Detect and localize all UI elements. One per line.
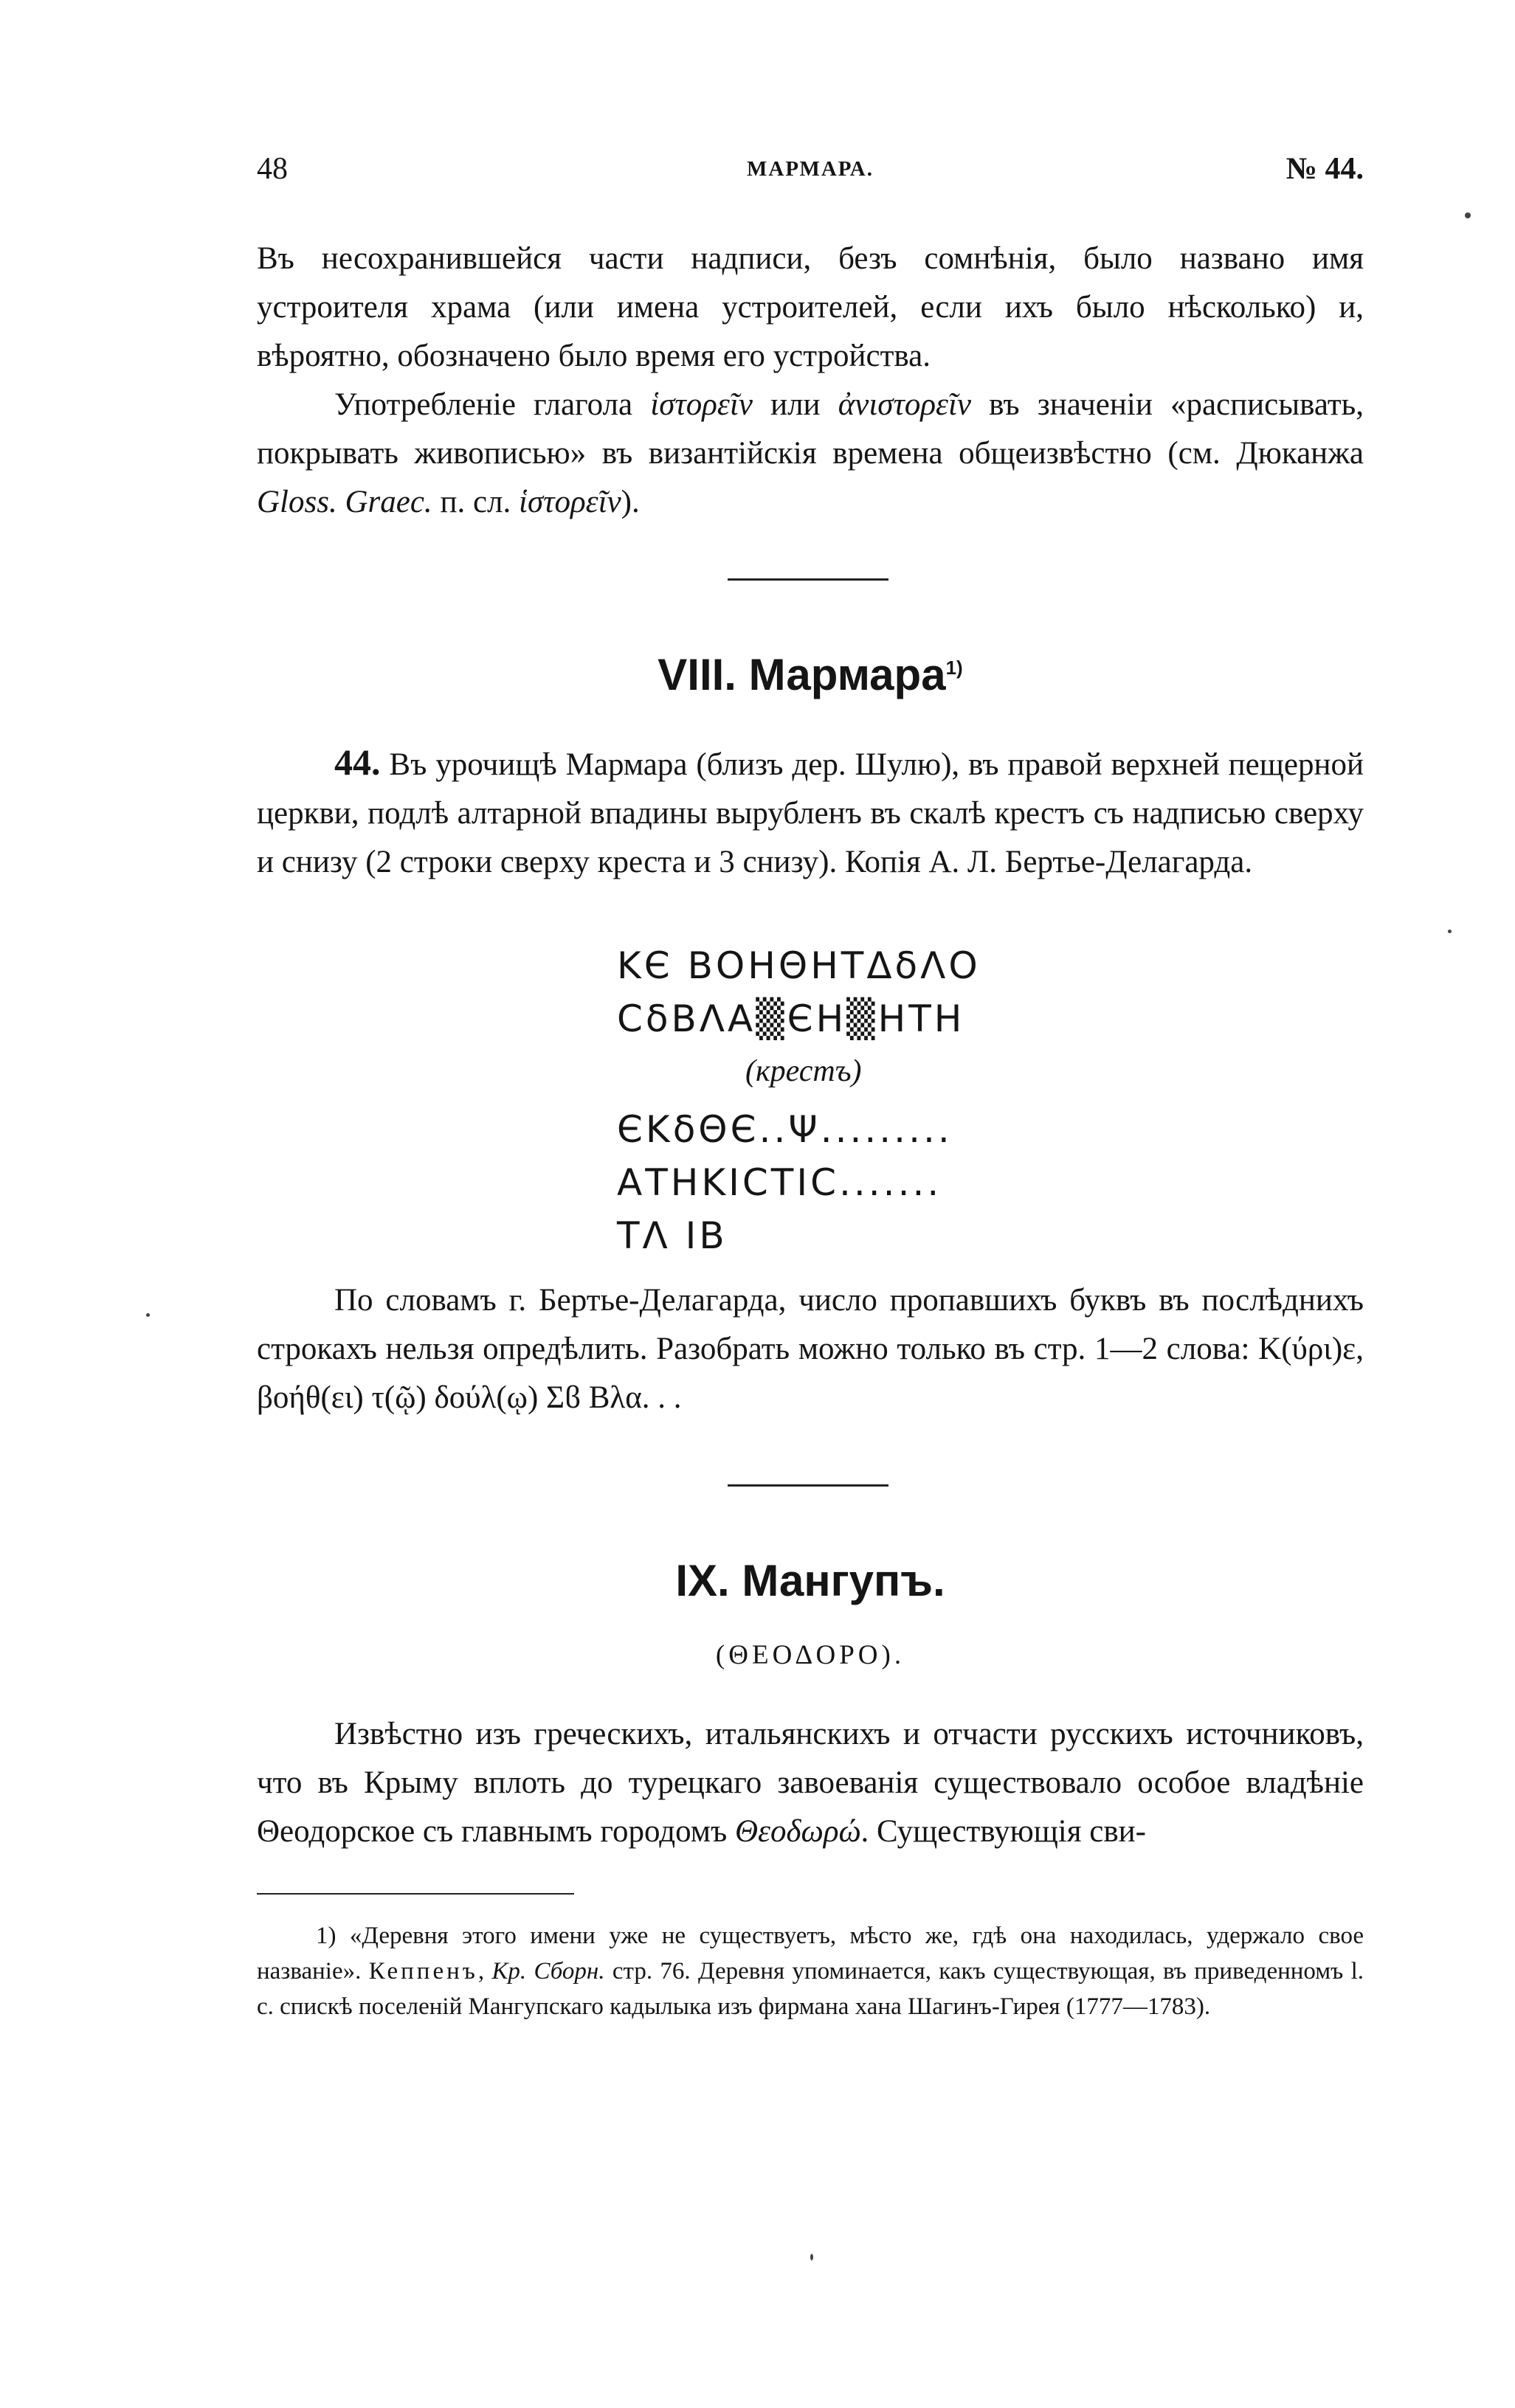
section-divider-2 <box>728 1484 888 1487</box>
footnote-text-2: , <box>477 1958 492 1985</box>
section-divider-1 <box>728 578 888 581</box>
intro-paragraph-1: Въ несохранившейся части надписи, безъ сомнѣнія, было названо имя устроителя храма (или имена устроителей, если ихъ было нѣсколько) и, вѣроятно, обозначено было время его устройства. <box>257 241 1364 373</box>
cross-label: (крестъ) <box>745 1054 862 1088</box>
gloss-reference: Gloss. Graec. <box>257 485 432 519</box>
greek-word-historein-2: ἱστορεῖν <box>519 485 621 519</box>
entry-number: 44. <box>334 741 381 783</box>
p2-text-1: Употребленіе глагола <box>334 387 651 422</box>
footnote-text-3: стр. 76. Деревня упоминается, какъ существующая, въ приведенномъ l. c. спискѣ поселеній Мангупскаго кадылыка изъ фирмана хана Шагинъ-Гирея (1777—1783). <box>257 1958 1364 2020</box>
inscription-line-5: ΤΛ ΙΒ <box>617 1214 728 1257</box>
greek-word-anistorein: ἀνιστορεῖν <box>838 387 972 422</box>
greek-reading: Κ(ύρι)ε, βοήθ(ει) τ(ῷ) δούλ(ῳ) Σϐ Βλα. . . <box>257 1332 1364 1415</box>
section-9-paragraph <box>257 1710 1364 1856</box>
scan-speck <box>1448 930 1452 933</box>
scan-speck <box>1465 212 1471 218</box>
footnote-source: Кр. Сборн. <box>491 1958 605 1985</box>
footnote-marker: 1) <box>945 657 963 679</box>
p2-text-4: п. сл. <box>432 485 519 519</box>
scan-speck <box>146 1313 150 1317</box>
greek-word-historein: ἱστορεῖν <box>650 387 753 422</box>
commentary-paragraph <box>257 1276 1364 1422</box>
running-title: МАРМАРА. <box>747 157 874 181</box>
footnote <box>257 1918 1364 2024</box>
page-header <box>257 151 1364 203</box>
section-9-heading: IX. Мангупъ. <box>675 1556 945 1605</box>
inscription-number: № 44. <box>1285 152 1364 186</box>
section-9-subheading: (ΘΕΟΔΟΡΟ). <box>715 1640 905 1670</box>
footnote-author: Кеппенъ <box>368 1958 478 1985</box>
intro-paragraph-2 <box>257 381 1364 527</box>
section-9-text-2: . Существующія сви- <box>860 1814 1147 1849</box>
p2-text-2: или <box>752 387 838 422</box>
p2-text-3: въ значеніи «расписывать, покрывать живописью» въ византійскія времена общеизвѣстно (см. Дюканжа <box>257 387 1364 471</box>
inscription-line-2: CδΒΛΑ▒ЄΗ▒ΗΤΗ <box>617 997 965 1040</box>
scan-speck <box>810 2254 813 2260</box>
footnote-separator <box>257 1893 574 1895</box>
section-8-title: VIII. Мармара <box>658 650 946 699</box>
section-9-text-1: Извѣстно изъ греческихъ, итальянскихъ и отчасти русскихъ источниковъ, что въ Крыму вплоть до турецкаго завоеванія существовало особое владѣніе Θеодорское съ главнымъ городомъ <box>257 1717 1364 1849</box>
greek-word-theodoro: Θεοδωρώ <box>734 1814 861 1849</box>
entry-44-paragraph <box>257 738 1364 887</box>
inscription-line-4: ΑΤΗΚΙCΤΙC....... <box>617 1161 942 1204</box>
inscription-line-3: ЄΚδΘЄ..Ψ......... <box>617 1108 953 1151</box>
commentary-text: По словамъ г. Бертье-Делагарда, число пропавшихъ буквъ въ послѣднихъ строкахъ нельзя опредѣлить. Разобрать можно только въ стр. 1—2 слова: <box>257 1283 1364 1366</box>
section-8-heading <box>257 649 1364 700</box>
inscription-line-1: ΚЄ ΒΟΗΘΗΤΔδΛΟ <box>617 944 981 987</box>
page-number: 48 <box>257 152 288 186</box>
p2-text-5: ). <box>621 485 640 519</box>
entry-text: Въ урочищѣ Мармара (близъ дер. Шулю), въ правой верхней пещерной церкви, подлѣ алтарной впадины вырубленъ въ скалѣ крестъ съ надписью сверху и снизу (2 строки сверху креста и 3 снизу). Копія А. Л. Бертье-Делагарда. <box>257 747 1364 879</box>
footnote-text-1: 1) «Деревня этого имени уже не существуетъ, мѣсто же, гдѣ она находилась, удержало свое названіе». <box>257 1923 1364 1985</box>
